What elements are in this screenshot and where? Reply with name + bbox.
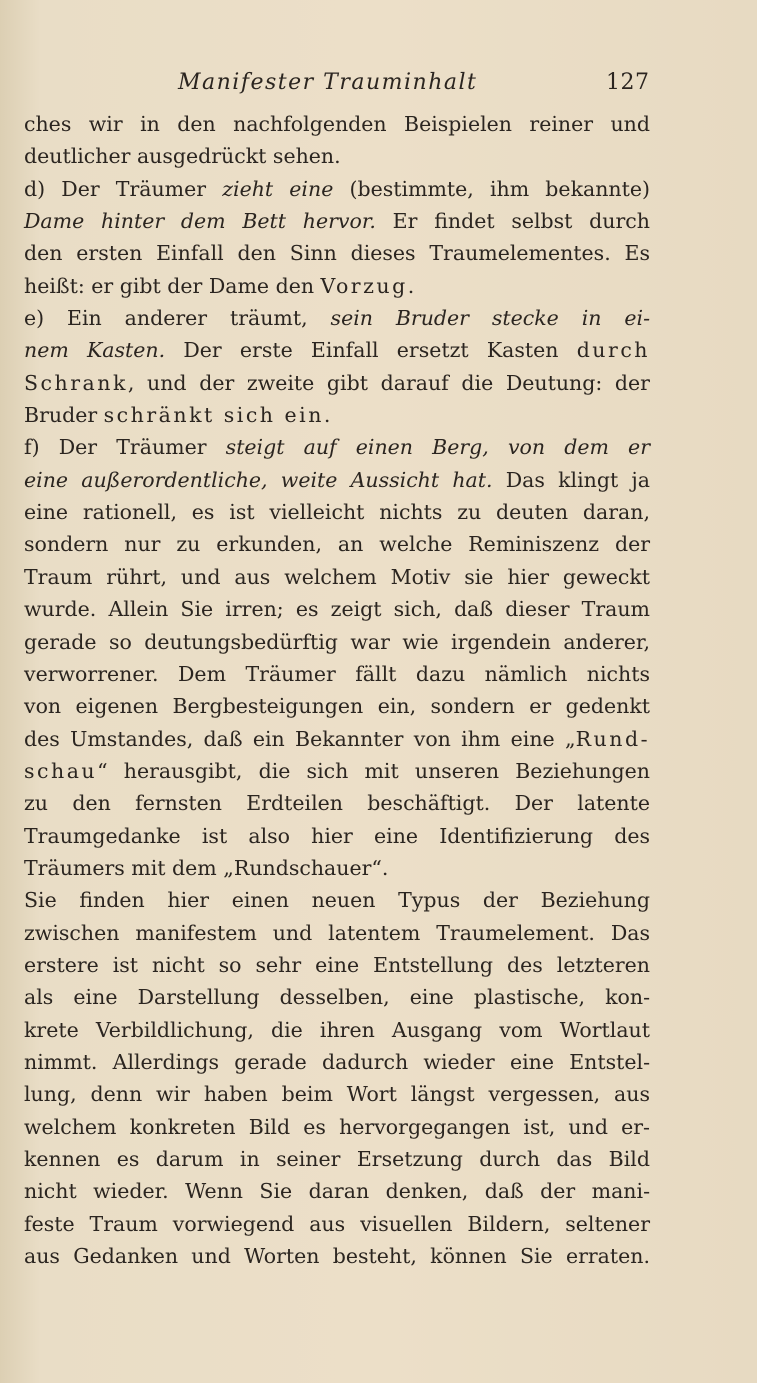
text-line (24, 173, 650, 205)
text-segment: e) Ein anderer träumt, (24, 306, 331, 331)
italic-text: Dame hinter dem Bett hervor. (24, 209, 376, 234)
text-line (24, 1014, 650, 1046)
text-line (24, 787, 650, 819)
spaced-text: Rund- (575, 726, 650, 751)
italic-text: sein Bruder stecke in ei- (330, 306, 650, 331)
running-head (0, 70, 757, 102)
text-line (24, 367, 650, 399)
text-segment: . (323, 403, 331, 428)
text-segment: lung, denn wir haben beim Wort längst vergessen, aus (24, 1082, 650, 1107)
text-line (24, 1208, 650, 1240)
italic-text: steigt auf einen Berg, von dem er (225, 435, 650, 460)
text-segment: Der erste Einfall ersetzt Kasten (165, 338, 577, 363)
spaced-text: durch (576, 338, 650, 363)
text-line (24, 140, 650, 172)
text-line (24, 1175, 650, 1207)
text-line (24, 981, 650, 1013)
text-segment: Sie finden hier einen neuen Typus der Beziehung (24, 888, 650, 913)
text-segment: des Umstandes, daß ein Bekannter von ihm eine „ (24, 726, 576, 751)
spaced-text: schränkt sich ein (103, 403, 324, 428)
text-segment: deutlicher ausgedrückt sehen. (24, 144, 341, 169)
spaced-text: Vorzug (320, 273, 408, 298)
text-segment: als eine Darstellung desselben, eine plastische, kon- (24, 985, 650, 1010)
text-line (24, 593, 650, 625)
text-line (24, 884, 650, 916)
text-line (24, 1111, 650, 1143)
text-line (24, 852, 650, 884)
text-segment: eine rationell, es ist vielleicht nichts zu deuten daran, (24, 500, 650, 525)
text-line (24, 658, 650, 690)
text-segment: nimmt. Allerdings gerade dadurch wieder eine Entstel- (24, 1049, 650, 1074)
text-line (24, 237, 650, 269)
text-line (24, 561, 650, 593)
text-segment: (bestimmte, ihm bekannte) (333, 176, 650, 201)
text-line (24, 723, 650, 755)
spaced-text: schau (24, 758, 98, 783)
text-line (24, 626, 650, 658)
text-line (24, 334, 650, 366)
text-segment: sondern nur zu erkunden, an welche Reminiszenz der (24, 532, 650, 557)
text-segment: Das klingt ja (492, 467, 651, 492)
page-number: 127 (606, 70, 650, 95)
text-segment: krete Verbildlichung, die ihren Ausgang vom Wortlaut (24, 1017, 650, 1042)
text-segment: , und der zweite gibt darauf die Deutung: der (127, 370, 650, 395)
text-line (24, 1046, 650, 1078)
text-segment: wurde. Allein Sie irren; es zeigt sich, daß dieser Traum (24, 597, 650, 622)
text-segment: feste Traum vorwiegend aus visuellen Bildern, seltener (24, 1211, 650, 1236)
text-segment: zu den fernsten Erdteilen beschäftigt. Der latente (24, 791, 650, 816)
text-segment: heißt: er gibt der Dame den (24, 273, 321, 298)
italic-text: zieht eine (222, 176, 334, 201)
text-segment: ches wir in den nachfolgenden Beispielen reiner und (24, 112, 650, 136)
text-line (24, 1240, 650, 1272)
running-head-title: Manifester Trauminhalt (178, 70, 478, 95)
text-line (24, 205, 650, 237)
text-line (24, 431, 650, 463)
body-text (24, 108, 650, 1272)
text-segment: Bruder (24, 403, 104, 428)
text-segment: verworrener. Dem Träumer fällt dazu nämlich nichts (24, 661, 650, 686)
text-line (24, 690, 650, 722)
text-segment: d) Der Träumer (24, 176, 223, 201)
text-segment: aus Gedanken und Worten besteht, können Sie erraten. (24, 1244, 650, 1269)
text-line (24, 1143, 650, 1175)
text-line (24, 108, 650, 140)
text-segment: “ herausgibt, die sich mit unseren Beziehungen (97, 758, 650, 783)
text-segment: erstere ist nicht so sehr eine Entstellung des letzteren (24, 952, 650, 977)
text-segment: Er findet selbst durch (375, 209, 650, 234)
italic-text: nem Kasten. (24, 338, 166, 363)
text-segment: . (407, 273, 415, 298)
text-line (24, 528, 650, 560)
text-line (24, 820, 650, 852)
text-line (24, 399, 650, 431)
text-segment: Traumgedanke ist also hier eine Identifizierung des (24, 823, 650, 848)
text-line (24, 917, 650, 949)
text-line (24, 270, 650, 302)
text-segment: Traum rührt, und aus welchem Motiv sie hier geweckt (24, 564, 650, 589)
text-segment: zwischen manifestem und latentem Traumelement. Das (24, 920, 650, 945)
text-line (24, 302, 650, 334)
spaced-text: Schrank (24, 370, 128, 395)
text-segment: f) Der Träumer (24, 435, 226, 460)
text-segment: kennen es darum in seiner Ersetzung durch das Bild (24, 1147, 650, 1171)
text-segment: den ersten Einfall den Sinn dieses Traumelementes. Es (24, 241, 650, 266)
text-line (24, 755, 650, 787)
text-segment: nicht wieder. Wenn Sie daran denken, daß der mani- (24, 1179, 650, 1204)
text-segment: welchem konkreten Bild es hervorgegangen ist, und er- (24, 1114, 650, 1139)
italic-text: eine außerordentliche, weite Aussicht hat. (24, 467, 493, 492)
text-line (24, 949, 650, 981)
text-line (24, 464, 650, 496)
text-line (24, 1078, 650, 1110)
text-segment: gerade so deutungsbedürftig war wie irgendein anderer, (24, 629, 650, 654)
text-segment: Träumers mit dem „Rundschauer“. (24, 855, 389, 880)
text-segment: von eigenen Bergbesteigungen ein, sondern er gedenkt (24, 694, 650, 719)
text-line (24, 496, 650, 528)
